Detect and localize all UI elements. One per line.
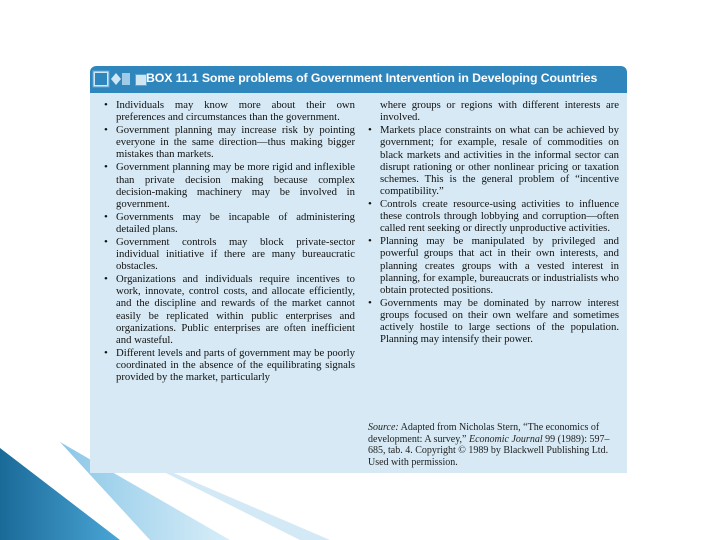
list-item: • Governments may be incapable of administering detailed plans. (104, 210, 355, 235)
list-item: • Organizations and individuals require incentives to work, innovate, control costs, and allocate efficiently, and the discipline and rewards of the market cannot easily be replicated within public enterprises and organizations. Public enterprises are often inefficient and wasteful. (104, 273, 355, 346)
list-item: • Government planning may be more rigid and inflexible than private decision making because complex decision-making machinery may be involved in government. (104, 161, 355, 210)
bullet-icon: • (368, 198, 372, 211)
continued-text: where groups or regions with different interests are involved. (380, 99, 619, 124)
bullet-icon: • (104, 99, 108, 111)
list-item: • Individuals may know more about their own preferences and circumstances than the government. (104, 99, 355, 124)
box-header (90, 66, 627, 93)
list-item: • Government planning may increase risk by pointing everyone in the same direction—thus making bigger mistakes than markets. (104, 124, 355, 161)
list-item: • Government controls may block private-sector individual initiative if there are many bureaucratic obstacles. (104, 235, 355, 273)
list-item: • Markets place constraints on what can be achieved by government; for example, resale of commodities on black markets and activities in the informal sector can disrupt rationing or other nonlinear pricing or taxation schemes. This is the general problem of “incentive compatibility.” (368, 124, 619, 198)
bullet-icon: • (104, 210, 108, 223)
box-title: BOX 11.1 Some problems of Government Intervention in Developing Countries (146, 71, 598, 85)
box-badge-icon (92, 69, 132, 90)
list-item: • Controls create resource-using activities to influence these controls through lobbying and corruption—often called rent seeking or directly unproductive activities. (368, 198, 619, 235)
list-item: • Governments may be dominated by narrow interest groups focused on their own welfare and sometimes actively hostile to large sections of the population. Planning may intensify their power. (368, 296, 619, 346)
source-label: Source: (368, 422, 399, 433)
source-text-before: Adapted from Nicholas Stern, “The economics of development: A survey,” (368, 422, 600, 445)
bullet-icon: • (104, 124, 108, 137)
list-item: • Planning may be manipulated by privileged and powerful groups that act in their own interests, and planning creates groups with a vested interest in planning, for example, bureaucrats or industrialists who obtain protected positions. (368, 235, 619, 296)
bullet-icon: • (368, 296, 372, 309)
bullet-icon: • (104, 346, 108, 359)
bullet-icon: • (104, 273, 108, 286)
right-column (368, 99, 619, 346)
list-item: • Different levels and parts of government may be poorly coordinated in the absence of the equilibrating signals provided by the market, particularly (104, 346, 355, 384)
content-box (90, 66, 627, 473)
source-text-after: 99 (1989): 597–685, tab. 4. Copyright © 1989 by Blackwell Publishing Ltd. Used with permission. (368, 433, 610, 468)
bullet-icon: • (368, 124, 372, 137)
left-column (104, 99, 355, 384)
source-note (368, 422, 621, 468)
bullet-icon: • (104, 235, 108, 248)
source-journal: Economic Journal (469, 433, 543, 445)
bullet-icon: • (368, 235, 372, 248)
bullet-icon: • (104, 161, 108, 174)
